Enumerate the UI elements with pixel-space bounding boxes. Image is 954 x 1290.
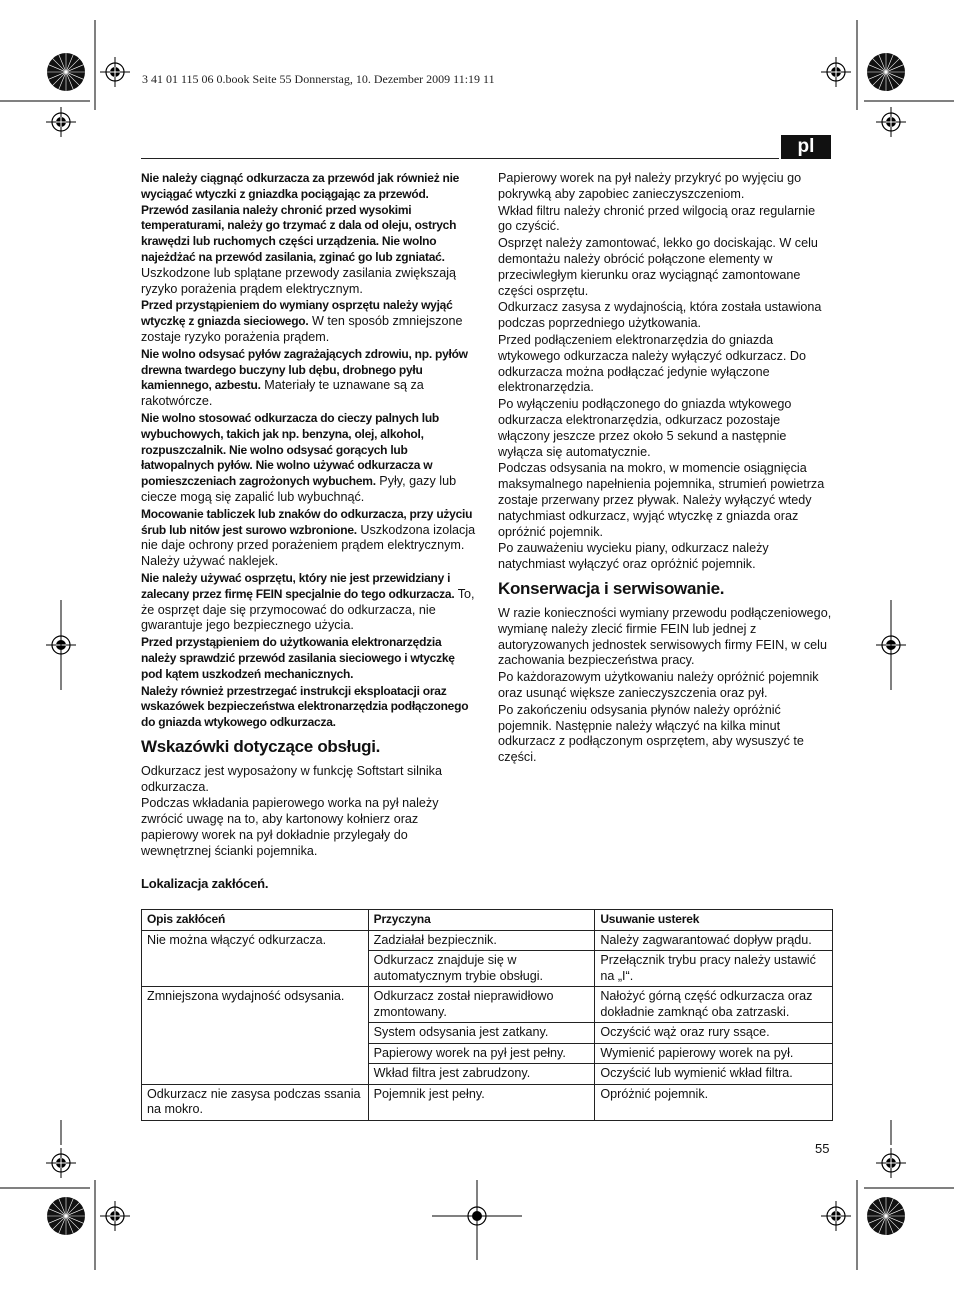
paragraph: Nie należy ciągnąć odkurzacza za przewód jak również nie wyciągać wtyczki z gniazdka pociągając za przewód. Przewód zasilania należy chronić przed wysokimi temperaturami, należy go trzymać z dala od oleju, ostrych krawędzi lub ruchomych części urządzenia. Nie wolno najeżdżać na przewód zasilania, zginać go lub zgniatać. Uszkodzone lub splątane przewody zasilania zwiększają ryzyko porażenia prądem elektrycznym. <box>141 171 460 296</box>
table-row <box>142 987 833 1023</box>
fault-remedy: Wymienić papierowy worek na pył. <box>595 1043 833 1064</box>
fault-remedy: Należy zagwarantować dopływ prądu. <box>595 930 833 951</box>
paragraph: Odkurzacz jest wyposażony w funkcję Softstart silnika odkurzacza. <box>141 763 442 794</box>
fault-remedy: Oczyścić wąż oraz rury ssące. <box>595 1023 833 1044</box>
paragraph: Odkurzacz zasysa z wydajnością, która została ustawiona podczas poprzedniego użytkowania. <box>498 300 822 331</box>
paragraph: Nie należy używać osprzętu, który nie jest przewidziany i zalecany przez firmę FEIN specjalnie do tego odkurzacza. To, że osprzęt daje się przymocować do odkurzacza, nie gwarantuje jego bezpiecznego użycia. <box>141 570 475 633</box>
fault-cause: Pojemnik jest pełny. <box>368 1084 595 1120</box>
fault-description: Nie można włączyć odkurzacza. <box>142 930 369 987</box>
paragraph: Przed przystąpieniem do wymiany osprzętu należy wyjąć wtyczkę z gniazda sieciowego. W ten sposób zmniejszone zostaje ryzyko porażenia prądem. <box>141 298 463 344</box>
paragraph: Osprzęt należy zamontować, lekko go dociskając. W celu demontażu należy obrócić połączone elementy w przeciwległym kierunku oraz wyciągnąć zamontowane części osprzętu. <box>498 236 818 298</box>
troubleshooting-title: Lokalizacja zakłóceń. <box>141 876 269 891</box>
paragraph: Po każdorazowym użytkowaniu należy opróżnić pojemnik oraz usunąć większe zanieczyszczenia oraz pył. <box>498 670 819 700</box>
column-header: Opis zakłóceń <box>142 910 369 931</box>
language-badge: pl <box>781 135 831 159</box>
fault-cause: Zadziałał bezpiecznik. <box>368 930 595 951</box>
fault-remedy: Nałożyć górną część odkurzacza oraz dokładnie zamknąć oba zatrzaski. <box>595 987 833 1023</box>
paragraph: Po wyłączeniu podłączonego do gniazda wtykowego odkurzacza elektronarzędzia, odkurzacz pozostaje włączony jeszcze przez około 5 sekund a następnie wyłącza się automatycznie. <box>498 397 792 459</box>
troubleshooting-table <box>141 909 833 1121</box>
fault-cause: Wkład filtra jest zabrudzony. <box>368 1064 595 1085</box>
table-row <box>142 1084 833 1120</box>
paragraph: Mocowanie tabliczek lub znaków do odkurzacza, przy użyciu śrub lub nitów jest surowo wzbronione. Uszkodzona izolacja nie daje ochrony przed porażeniem prądem elektrycznym. Należy używać naklejek. <box>141 506 476 569</box>
paragraph: Przed przystąpieniem do użytkowania elektronarzędzia należy sprawdzić przewód zasilania sieciowego i wtyczkę pod kątem uszkodzeń mechanicznych. <box>141 635 455 681</box>
section-heading-service: Konserwacja i serwisowanie. <box>498 578 725 598</box>
paragraph: Po zauważeniu wycieku piany, odkurzacz należy natychmiast wyłączyć oraz opróżnić pojemnik. <box>498 541 769 572</box>
fault-cause: Papierowy worek na pył jest pełny. <box>368 1043 595 1064</box>
fault-remedy: Przełącznik trybu pracy należy ustawić na „I“. <box>595 951 833 987</box>
fault-cause: System odsysania jest zatkany. <box>368 1023 595 1044</box>
fault-cause: Odkurzacz został nieprawidłowo zmontowany. <box>368 987 595 1023</box>
table-row <box>142 930 833 951</box>
paragraph: Wkład filtru należy chronić przed wilgocią oraz regularnie go czyścić. <box>498 203 816 234</box>
paragraph: Podczas odsysania na mokro, w momencie osiągnięcia maksymalnego napełnienia pojemnika, strumień powietrza zostaje przerwany przez pływak. Należy wyłączyć wtedy natychmiast odkurzacz, wyjąć wtyczkę z gniazda oraz opróżnić pojemnik. <box>498 461 825 539</box>
left-column <box>141 171 477 861</box>
paragraph: Nie wolno odsysać pyłów zagrażających zdrowiu, np. pyłów drewna twardego buczyny lub dębu, drobnego pyłu kamiennego, azbestu. Materiały te uznawane są za rakotwórcze. <box>141 346 468 409</box>
paragraph: Należy również przestrzegać instrukcji eksploatacji oraz wskazówek bezpieczeństwa elektronarzędzia podłączonego do gniazda wtykowego odkurzacza. <box>141 683 469 730</box>
paragraph: Podczas wkładania papierowego worka na pył należy zwrócić uwagę na to, aby kartonowy kołnierz oraz papierowy worek na pył dokładnie przylegały do wewnętrznej ścianki pojemnika. <box>141 796 439 858</box>
paragraph: Przed podłączeniem elektronarzędzia do gniazda wtykowego odkurzacza należy wyłączyć odkurzacz. Do odkurzacza można podłączać jedynie wyłączone elektronarzędzia. <box>498 332 806 395</box>
paragraph: Nie wolno stosować odkurzacza do cieczy palnych lub wybuchowych, takich jak np. benzyna, olej, alkohol, rozpuszczalnik. Nie wolno odsysać gorących lub łatwopalnych pyłów. Nie wolno używać odkurzacza w pomieszczeniach zagrożonych wybuchem. Pyły, gazy lub ciecze mogą się zapalić lub wybuchnąć. <box>141 410 457 504</box>
paragraph: Papierowy worek na pył należy przykryć po wyjęciu go pokrywką aby zapobiec zanieczyszczeniom. <box>498 171 802 201</box>
fault-description: Zmniejszona wydajność odsysania. <box>142 987 369 1085</box>
fault-remedy: Opróżnić pojemnik. <box>595 1084 833 1120</box>
print-info: 3 41 01 115 06 0.book Seite 55 Donnerstag, 10. Dezember 2009 11:19 11 <box>142 72 495 86</box>
right-column <box>498 171 832 767</box>
section-heading-operation: Wskazówki dotyczące obsługi. <box>141 736 381 756</box>
paragraph: Po zakończeniu odsysania płynów należy opróżnić pojemnik. Następnie należy włączyć na kilka minut odkurzacz z podłączonym osprzętem, aby wysuszyć te części. <box>498 702 804 765</box>
column-header: Usuwanie usterek <box>595 910 833 931</box>
page-number: 55 <box>815 1141 830 1156</box>
paragraph: W razie konieczności wymiany przewodu podłączeniowego, wymianę należy zlecić firmie FEIN lub jednej z autoryzowanych jednostek serwisowych firmy FEIN, w celu zachowania bezpieczeństwa pracy. <box>498 605 832 668</box>
column-header: Przyczyna <box>368 910 595 931</box>
fault-remedy: Oczyścić lub wymienić wkład filtra. <box>595 1064 833 1085</box>
fault-cause: Odkurzacz znajduje się w automatycznym trybie obsługi. <box>368 951 595 987</box>
fault-description: Odkurzacz nie zasysa podczas ssania na mokro. <box>142 1084 369 1120</box>
table-header-row <box>142 910 833 931</box>
header-rule <box>141 158 779 159</box>
